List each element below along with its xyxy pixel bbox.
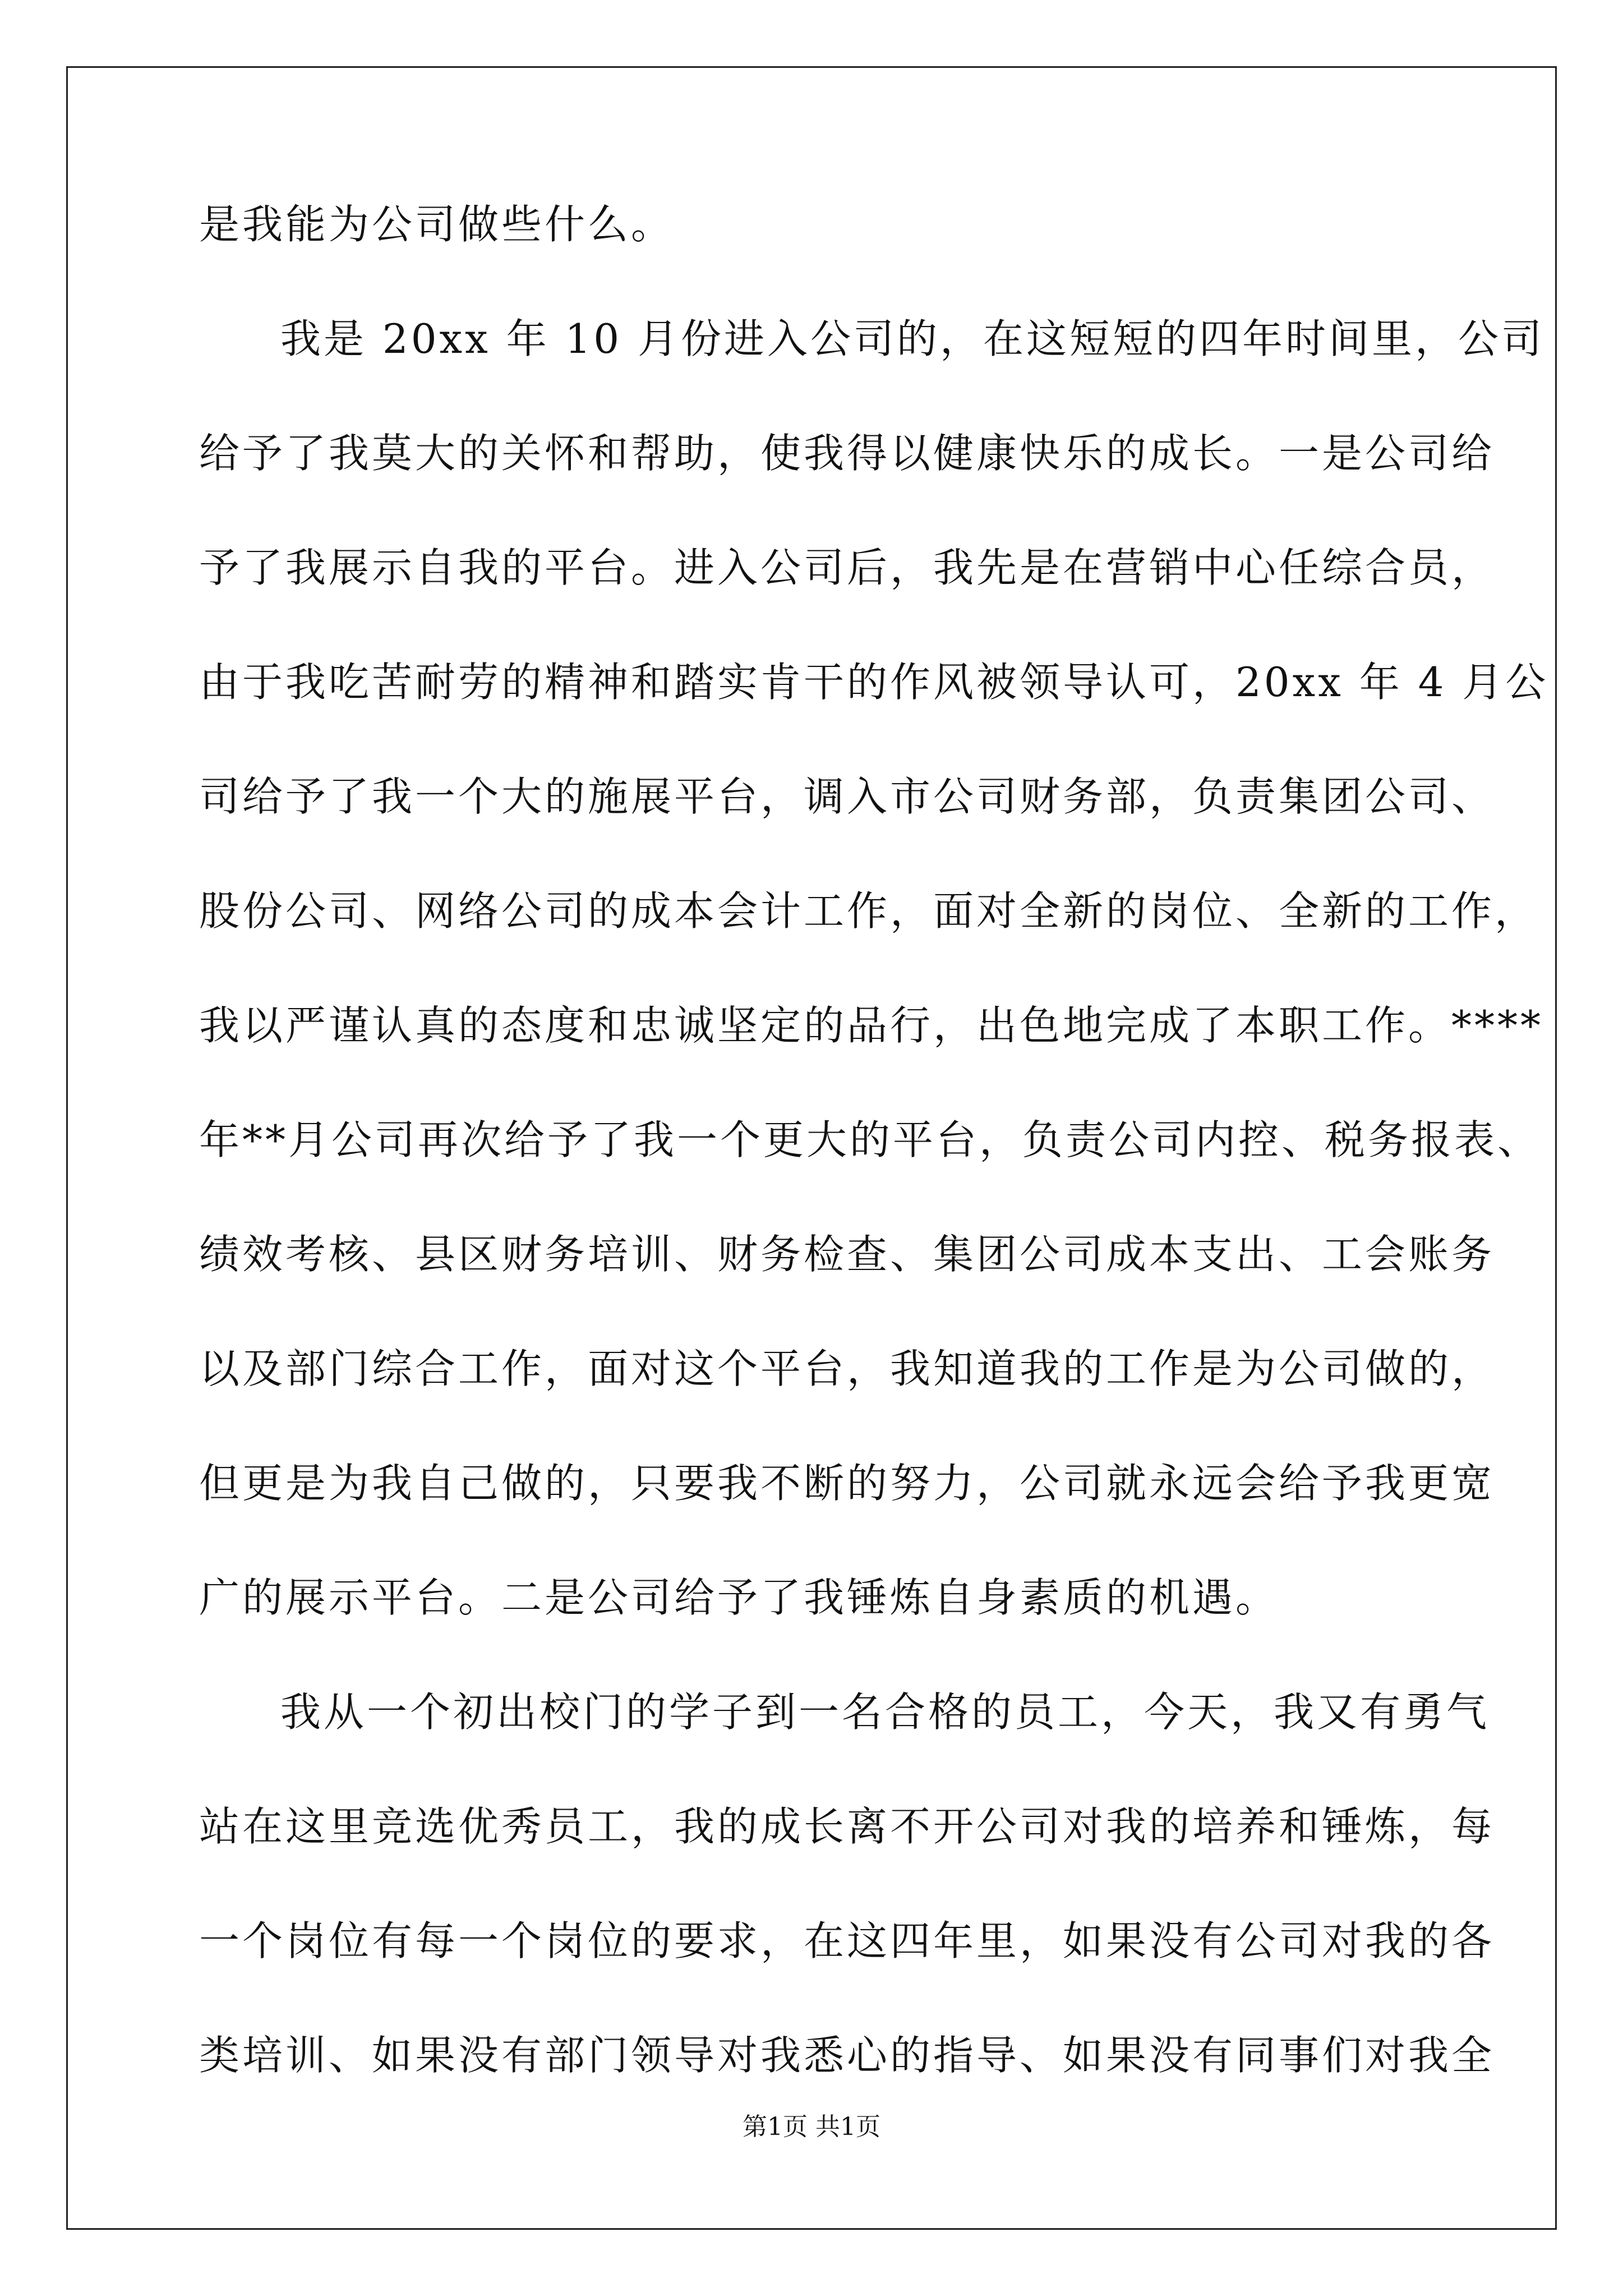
text-line: 类培训、如果没有部门领导对我悉心的指导、如果没有同事们对我全 [199,2032,1495,2079]
text-line: 由于我吃苦耐劳的精神和踏实肯干的作风被领导认可，20xx 年 4 月公 [199,659,1549,706]
text-line: 广的展示平台。二是公司给予了我锤炼自身素质的机遇。 [199,1574,1279,1621]
text-line: 我以严谨认真的态度和忠诚坚定的品行，出色地完成了本职工作。**** [199,1002,1544,1049]
text-line: 是我能为公司做些什么。 [199,201,675,248]
text-line: 但更是为我自己做的，只要我不断的努力，公司就永远会给予我更宽 [199,1460,1495,1507]
text-line: 一个岗位有每一个岗位的要求，在这四年里，如果没有公司对我的各 [199,1917,1495,1964]
text-line: 予了我展示自我的平台。进入公司后，我先是在营销中心任综合员， [199,544,1495,591]
text-line: 绩效考核、县区财务培训、财务检查、集团公司成本支出、工会账务 [199,1231,1495,1278]
text-line: 我从一个初出校门的学子到一名合格的员工，今天，我又有勇气 [280,1688,1490,1736]
text-line: 司给予了我一个大的施展平台，调入市公司财务部，负责集团公司、 [199,773,1495,820]
text-line: 站在这里竞选优秀员工，我的成长离不开公司对我的培养和锤炼，每 [199,1803,1495,1850]
page-number: 第1页 共1页 [743,2113,880,2141]
text-line: 我是 20xx 年 10 月份进入公司的，在这短短的四年时间里，公司 [280,315,1544,362]
text-line: 年**月公司再次给予了我一个更大的平台，负责公司内控、税务报表、 [199,1116,1541,1163]
text-line: 给予了我莫大的关怀和帮助，使我得以健康快乐的成长。一是公司给 [199,430,1495,477]
text-line: 以及部门综合工作，面对这个平台，我知道我的工作是为公司做的， [199,1345,1495,1392]
text-line: 股份公司、网络公司的成本会计工作，面对全新的岗位、全新的工作， [199,887,1538,935]
page-footer [0,2110,1623,2144]
